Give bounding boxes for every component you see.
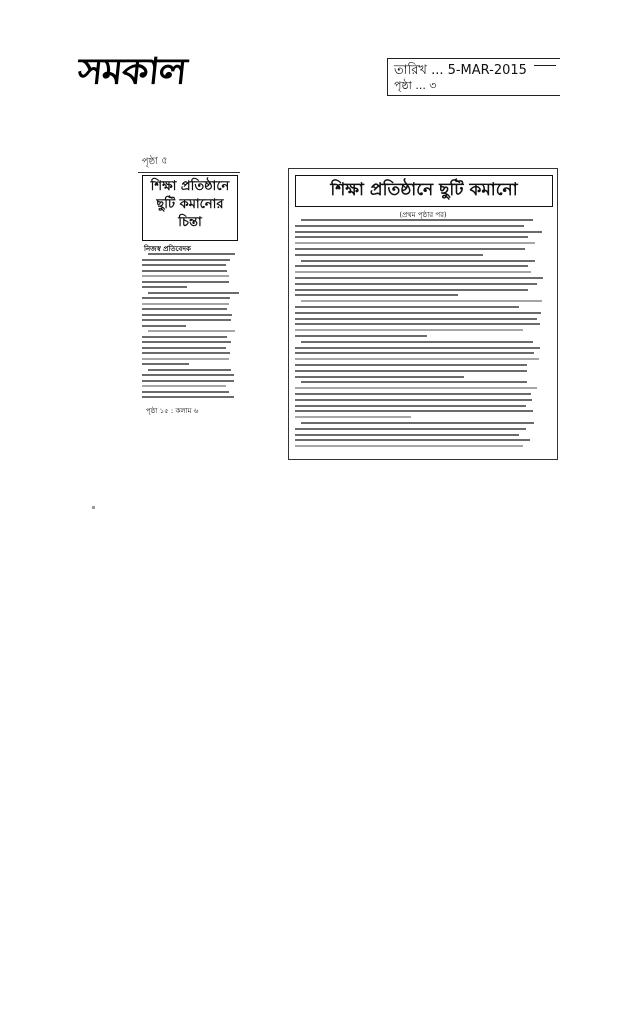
print-line bbox=[295, 265, 528, 267]
print-line bbox=[148, 253, 235, 255]
print-line bbox=[142, 264, 226, 266]
print-line bbox=[301, 300, 542, 302]
clipping-left-jump: পৃষ্ঠা ১৫ : কলাম ৬ bbox=[146, 407, 199, 415]
print-line bbox=[142, 270, 227, 272]
print-line bbox=[142, 358, 229, 360]
print-line bbox=[295, 283, 537, 285]
print-line bbox=[142, 259, 230, 261]
print-line bbox=[295, 416, 411, 418]
print-line bbox=[148, 292, 239, 294]
print-line bbox=[295, 428, 526, 430]
print-line bbox=[301, 260, 535, 262]
print-line bbox=[142, 303, 229, 305]
date-stamp-line2: পৃষ্ঠা ... ৩ bbox=[394, 79, 437, 92]
print-line bbox=[142, 308, 227, 310]
print-line bbox=[295, 335, 427, 337]
print-line bbox=[142, 325, 186, 327]
print-line bbox=[301, 422, 534, 424]
news-clipping-right bbox=[288, 168, 558, 460]
print-line bbox=[295, 236, 528, 238]
print-line bbox=[142, 297, 230, 299]
print-line bbox=[295, 306, 519, 308]
clipping-left-byline: নিজস্ব প্রতিবেদক bbox=[144, 245, 191, 253]
print-line bbox=[301, 341, 533, 343]
headline-box bbox=[295, 175, 553, 207]
print-line bbox=[301, 381, 527, 383]
print-line bbox=[148, 369, 231, 371]
print-line bbox=[142, 396, 234, 398]
clipping-left-headline: শিক্ষা প্রতিষ্ঠানে ছুটি কমানোর চিন্তা bbox=[150, 179, 230, 230]
headline-box bbox=[142, 175, 238, 241]
masthead-name: সমকাল bbox=[75, 50, 189, 92]
print-line bbox=[142, 275, 229, 277]
print-line bbox=[295, 231, 542, 233]
print-line bbox=[295, 347, 540, 349]
print-line bbox=[142, 347, 226, 349]
print-line bbox=[295, 376, 464, 378]
clipping-left-body-text bbox=[142, 253, 143, 254]
print-line bbox=[295, 294, 458, 296]
print-line bbox=[295, 242, 535, 244]
print-line bbox=[142, 363, 189, 365]
print-line bbox=[295, 387, 537, 389]
print-line bbox=[142, 336, 227, 338]
print-line bbox=[142, 286, 187, 288]
news-clipping-left bbox=[138, 172, 240, 421]
print-line bbox=[295, 364, 527, 366]
print-line bbox=[295, 439, 530, 441]
print-line bbox=[295, 271, 531, 273]
stray-mark bbox=[92, 506, 95, 509]
print-line bbox=[295, 445, 523, 447]
print-line bbox=[295, 358, 539, 360]
stamp-rule bbox=[534, 65, 556, 66]
clipping-right-body-text bbox=[295, 219, 296, 220]
print-line bbox=[295, 399, 532, 401]
clipping-right-headline: শিক্ষা প্রতিষ্ঠানে ছুটি কমানো bbox=[330, 180, 518, 200]
handwritten-annotation: পৃষ্ঠা ৫ bbox=[141, 155, 169, 169]
date-stamp bbox=[387, 58, 560, 96]
clipping-right-subline: (প্রথম পৃষ্ঠার পর) bbox=[399, 211, 447, 219]
print-line bbox=[142, 314, 232, 316]
print-line bbox=[148, 330, 235, 332]
print-line bbox=[142, 391, 229, 393]
print-line bbox=[295, 312, 541, 314]
print-line bbox=[295, 405, 526, 407]
print-line bbox=[142, 281, 229, 283]
print-line bbox=[142, 385, 226, 387]
clipping-right-body bbox=[295, 219, 553, 455]
print-line bbox=[142, 319, 231, 321]
print-line bbox=[142, 352, 230, 354]
print-line bbox=[295, 318, 537, 320]
newspaper-masthead bbox=[75, 48, 238, 98]
print-line bbox=[295, 289, 528, 291]
print-line bbox=[295, 352, 534, 354]
print-line bbox=[295, 329, 523, 331]
print-line bbox=[295, 254, 483, 256]
print-line bbox=[295, 248, 525, 250]
clipping-left-body bbox=[142, 253, 238, 403]
print-line bbox=[142, 374, 234, 376]
print-line bbox=[295, 434, 519, 436]
print-line bbox=[295, 225, 524, 227]
date-stamp-line1: তারিখ ... 5-MAR-2015 bbox=[394, 63, 527, 78]
print-line bbox=[295, 393, 531, 395]
print-line bbox=[295, 370, 527, 372]
print-line bbox=[142, 380, 234, 382]
print-line bbox=[295, 277, 543, 279]
print-line bbox=[142, 341, 231, 343]
print-line bbox=[295, 410, 533, 412]
print-line bbox=[301, 219, 533, 221]
print-line bbox=[295, 323, 540, 325]
